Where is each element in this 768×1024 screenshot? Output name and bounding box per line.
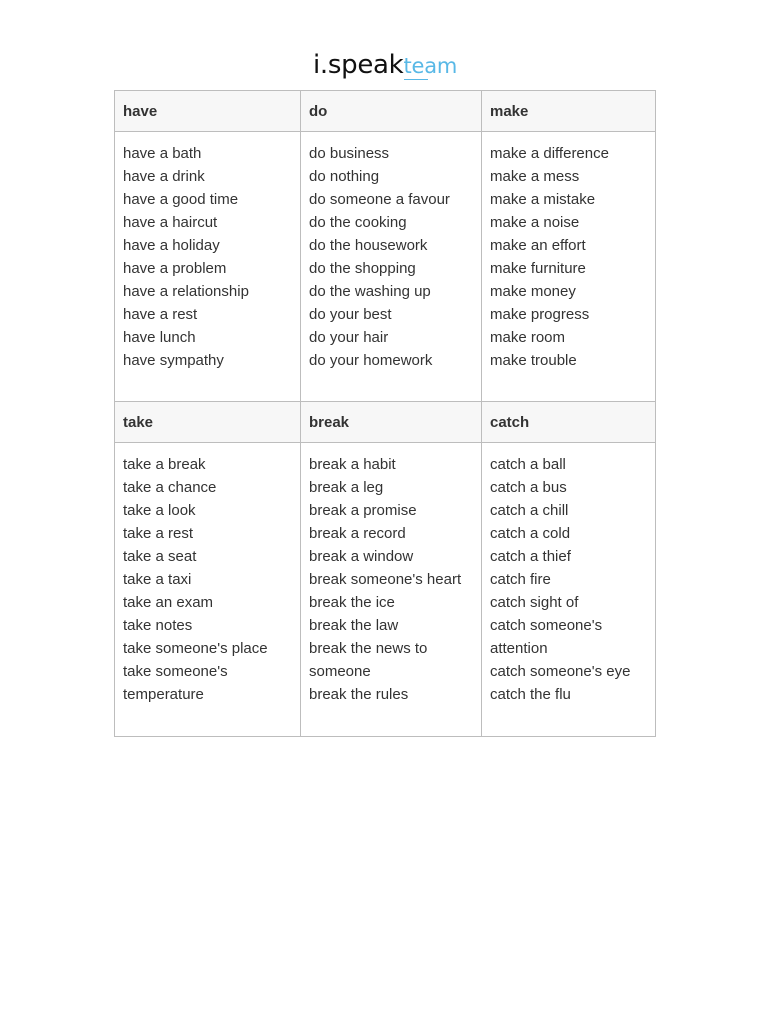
list-item: do the cooking: [309, 214, 407, 231]
list-item: take notes: [123, 617, 193, 634]
content-row: [115, 443, 656, 737]
collocation-cell: [115, 443, 301, 737]
list-item: take a rest: [123, 525, 194, 542]
list-item: do business: [309, 145, 390, 162]
list-item: have lunch: [123, 329, 196, 346]
list-item: make furniture: [490, 260, 586, 277]
list-item: catch fire: [490, 571, 551, 588]
list-item: make a mess: [490, 168, 580, 185]
list-item: catch a thief: [490, 548, 571, 565]
logo-main-text: i.speak: [313, 50, 404, 80]
collocation-table: [114, 90, 656, 737]
list-item: have a holiday: [123, 237, 220, 254]
collocation-list: [309, 453, 473, 706]
list-item: attention: [490, 640, 548, 657]
list-item: do the shopping: [309, 260, 416, 277]
list-item: take a break: [123, 456, 206, 473]
list-item: catch sight of: [490, 594, 579, 611]
collocation-list: [309, 142, 473, 372]
logo-accent-text: team: [403, 54, 458, 78]
column-header: break: [301, 402, 482, 443]
list-item: catch someone's eye: [490, 663, 631, 680]
column-header: have: [115, 91, 301, 132]
collocation-list: [490, 453, 647, 706]
list-item: do your hair: [309, 329, 389, 346]
collocation-cell: [115, 132, 301, 402]
list-item: make room: [490, 329, 566, 346]
list-item: have a problem: [123, 260, 227, 277]
list-item: make an effort: [490, 237, 586, 254]
list-item: do the housework: [309, 237, 428, 254]
column-header: make: [482, 91, 656, 132]
list-item: make a mistake: [490, 191, 596, 208]
list-item: catch the flu: [490, 686, 571, 703]
collocation-cell: [301, 132, 482, 402]
list-item: break a promise: [309, 502, 417, 519]
list-item: make progress: [490, 306, 590, 323]
list-item: break a window: [309, 548, 414, 565]
list-item: do your homework: [309, 352, 433, 369]
list-item: break the law: [309, 617, 399, 634]
list-item: break the ice: [309, 594, 395, 611]
list-item: take a chance: [123, 479, 217, 496]
list-item: take an exam: [123, 594, 214, 611]
list-item: take someone's place: [123, 640, 268, 657]
list-item: have a relationship: [123, 283, 249, 300]
column-header: catch: [482, 402, 656, 443]
list-item: catch a bus: [490, 479, 567, 496]
list-item: make a noise: [490, 214, 580, 231]
list-item: break a habit: [309, 456, 396, 473]
collocation-list: [490, 142, 647, 372]
list-item: catch a chill: [490, 502, 569, 519]
collocation-cell: [301, 443, 482, 737]
logo: [313, 50, 457, 84]
header-row: [115, 402, 656, 443]
list-item: have a rest: [123, 306, 198, 323]
list-item: break the news to: [309, 640, 428, 657]
list-item: someone: [309, 663, 371, 680]
list-item: make a difference: [490, 145, 609, 162]
list-item: make money: [490, 283, 576, 300]
list-item: catch a ball: [490, 456, 566, 473]
list-item: have a haircut: [123, 214, 218, 231]
list-item: make trouble: [490, 352, 577, 369]
list-item: take someone's: [123, 663, 228, 680]
collocation-list: [123, 453, 292, 706]
collocation-cell: [482, 443, 656, 737]
list-item: take a seat: [123, 548, 197, 565]
list-item: have a drink: [123, 168, 205, 185]
list-item: break a leg: [309, 479, 384, 496]
list-item: have sympathy: [123, 352, 224, 369]
column-header: take: [115, 402, 301, 443]
list-item: catch a cold: [490, 525, 571, 542]
list-item: have a bath: [123, 145, 202, 162]
list-item: have a good time: [123, 191, 239, 208]
header-row: [115, 91, 656, 132]
list-item: break someone's heart: [309, 571, 462, 588]
list-item: do someone a favour: [309, 191, 450, 208]
column-header: do: [301, 91, 482, 132]
list-item: take a look: [123, 502, 196, 519]
content-row: [115, 132, 656, 402]
list-item: do your best: [309, 306, 392, 323]
logo-underline: [404, 79, 428, 80]
list-item: do the washing up: [309, 283, 431, 300]
collocation-list: [123, 142, 292, 372]
list-item: break a record: [309, 525, 406, 542]
list-item: do nothing: [309, 168, 380, 185]
list-item: catch someone's: [490, 617, 603, 634]
list-item: break the rules: [309, 686, 409, 703]
list-item: temperature: [123, 686, 204, 703]
list-item: take a taxi: [123, 571, 192, 588]
collocation-cell: [482, 132, 656, 402]
